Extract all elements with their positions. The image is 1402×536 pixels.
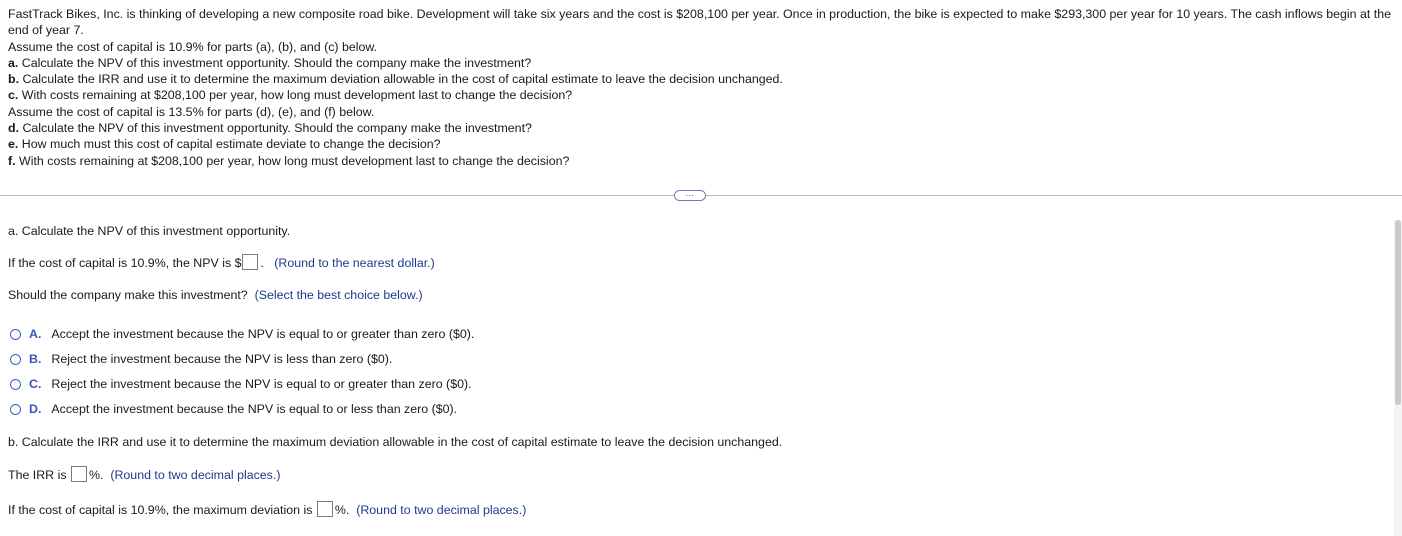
invest-hint: (Select the best choice below.) [254,288,423,302]
choice-c[interactable]: C. Reject the investment because the NPV is equal to or greater than zero ($0). [10,377,472,391]
assumption-2: Assume the cost of capital is 13.5% for parts (d), (e), and (f) below. [8,104,375,119]
deviation-hint: (Round to two decimal places.) [356,503,527,517]
part-b-heading: b. Calculate the IRR and use it to determine the maximum deviation allowable in the cost of capital estimate to leave the decision unchanged. [8,435,783,449]
problem-part-b: b. Calculate the IRR and use it to determine the maximum deviation allowable in the cost of capital estimate to leave the decision unchanged. [8,72,783,87]
choice-a[interactable]: A. Accept the investment because the NPV is equal to or greater than zero ($0). [10,327,474,341]
assumption-1: Assume the cost of capital is 10.9% for parts (a), (b), and (c) below. [8,39,378,54]
radio-circle-icon[interactable] [10,379,21,390]
problem-part-a: a. Calculate the NPV of this investment opportunity. Should the company make the investment? [8,55,532,70]
npv-input[interactable] [242,254,258,270]
problem-part-c: c. With costs remaining at $208,100 per year, how long must development last to change the decision? [8,88,573,103]
problem-part-d: d. Calculate the NPV of this investment opportunity. Should the company make the investment? [8,121,532,136]
deviation-input[interactable] [317,501,333,517]
scrollbar-thumb[interactable] [1395,220,1401,405]
problem-part-e: e. How much must this cost of capital estimate deviate to change the decision? [8,137,441,152]
npv-answer-row: If the cost of capital is 10.9%, the NPV is $ . (Round to the nearest dollar.) [8,256,435,270]
choice-d[interactable]: D. Accept the investment because the NPV is equal to or less than zero ($0). [10,402,457,416]
radio-circle-icon[interactable] [10,404,21,415]
radio-circle-icon[interactable] [10,329,21,340]
problem-statement [8,6,1396,169]
invest-question-row: Should the company make this investment? (Select the best choice below.) [8,288,423,302]
deviation-answer-row: If the cost of capital is 10.9%, the maximum deviation is %. (Round to two decimal places.) [8,503,527,517]
part-a-heading: a. Calculate the NPV of this investment opportunity. [8,224,291,238]
radio-circle-icon[interactable] [10,354,21,365]
npv-hint: (Round to the nearest dollar.) [274,256,435,270]
irr-answer-row: The IRR is %. (Round to two decimal places.) [8,468,281,482]
ellipsis-icon: … [685,188,695,198]
expand-more-button[interactable] [674,190,706,201]
irr-input[interactable] [71,466,87,482]
irr-hint: (Round to two decimal places.) [110,468,281,482]
problem-part-f: f. With costs remaining at $208,100 per year, how long must development last to change the decision? [8,153,570,168]
choice-b[interactable]: B. Reject the investment because the NPV is less than zero ($0). [10,352,392,366]
problem-intro: FastTrack Bikes, Inc. is thinking of developing a new composite road bike. Development will take six years and the cost is $208,100 per year. Once in production, the bike is expected to make $293,300 per year for 10 years. The cash inflows begin at the end of year 7. [8,7,1392,38]
